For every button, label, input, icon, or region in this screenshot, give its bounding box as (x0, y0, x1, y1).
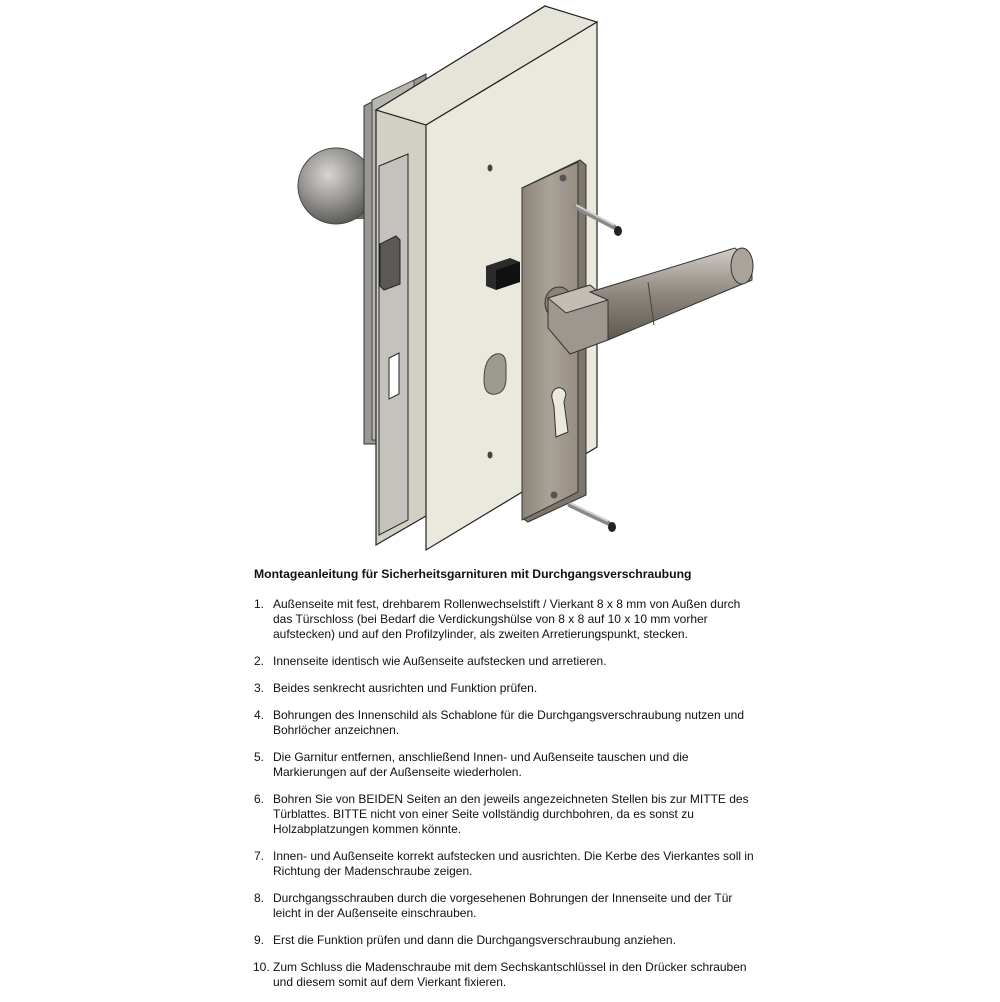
document-title: Montageanleitung für Sicherheitsgarnituren mit Durchgangsverschraubung (254, 567, 692, 581)
step-text: Innenseite identisch wie Außenseite aufstecken und arretieren. (273, 654, 607, 668)
deadbolt-slot (389, 353, 399, 399)
step-item (254, 708, 754, 738)
screw-hole-top (488, 165, 493, 172)
step-number: 4. (254, 708, 265, 722)
door-knob (298, 148, 375, 224)
step-text: Die Garnitur entfernen, anschließend Innen- und Außenseite tauschen und die Markierungen auf der Außenseite wiederholen. (273, 750, 689, 779)
step-number: 3. (254, 681, 265, 695)
step-text: Beides senkrecht ausrichten und Funktion prüfen. (273, 681, 538, 695)
instructions (254, 566, 754, 1002)
step-item (254, 849, 754, 879)
step-item (254, 960, 754, 990)
step-text: Innen- und Außenseite korrekt aufstecken und ausrichten. Die Kerbe des Vierkantes soll in Richtung der Madenschraube zeigen. (273, 849, 754, 878)
steps-list (254, 597, 754, 990)
step-text: Durchgangsschrauben durch die vorgesehenen Bohrungen der Innenseite und der Tür leicht in der Außenseite einschrauben. (273, 891, 733, 920)
step-text: Außenseite mit fest, drehbarem Rollenwechselstift / Vierkant 8 x 8 mm von Außen durch das Türschloss (bei Bedarf die Verdickungshülse von 8 x 8 auf 10 x 10 mm vorher aufstecken) und auf den Profilzylinder, als zweiten Arretierungspunkt, stecken. (273, 597, 741, 641)
screw-hole-bottom (488, 452, 493, 459)
step-text: Bohren Sie von BEIDEN Seiten an den jeweils angezeichneten Stellen bis zur MITTE des Türblattes. BITTE nicht von einer Seite vollständig durchbohren, da es sonst zu Holzabplatzungen kommen könnte. (273, 792, 749, 836)
step-number: 5. (254, 750, 265, 764)
step-item (254, 750, 754, 780)
through-bolt-bottom (570, 503, 616, 532)
lock-faceplate (379, 154, 408, 535)
step-text: Bohrungen des Innenschild als Schablone für die Durchgangsverschraubung nutzen und Bohrlöcher anzeichnen. (273, 708, 744, 737)
step-number: 10. (253, 960, 270, 974)
step-text: Zum Schluss die Madenschraube mit dem Sechskantschlüssel in den Drücker schrauben und diesem somit auf dem Vierkant fixieren. (273, 960, 747, 989)
step-item (254, 654, 754, 669)
step-number: 2. (254, 654, 265, 668)
step-text: Erst die Funktion prüfen und dann die Durchgangsverschraubung anziehen. (273, 933, 676, 947)
latch-bolt (380, 236, 400, 290)
step-number: 8. (254, 891, 265, 905)
step-number: 7. (254, 849, 265, 863)
step-number: 1. (254, 597, 265, 611)
step-item (254, 597, 754, 642)
step-number: 6. (254, 792, 265, 806)
step-number: 9. (254, 933, 265, 947)
step-item (254, 792, 754, 837)
step-item (254, 933, 754, 948)
step-item (254, 681, 754, 696)
step-item (254, 891, 754, 921)
